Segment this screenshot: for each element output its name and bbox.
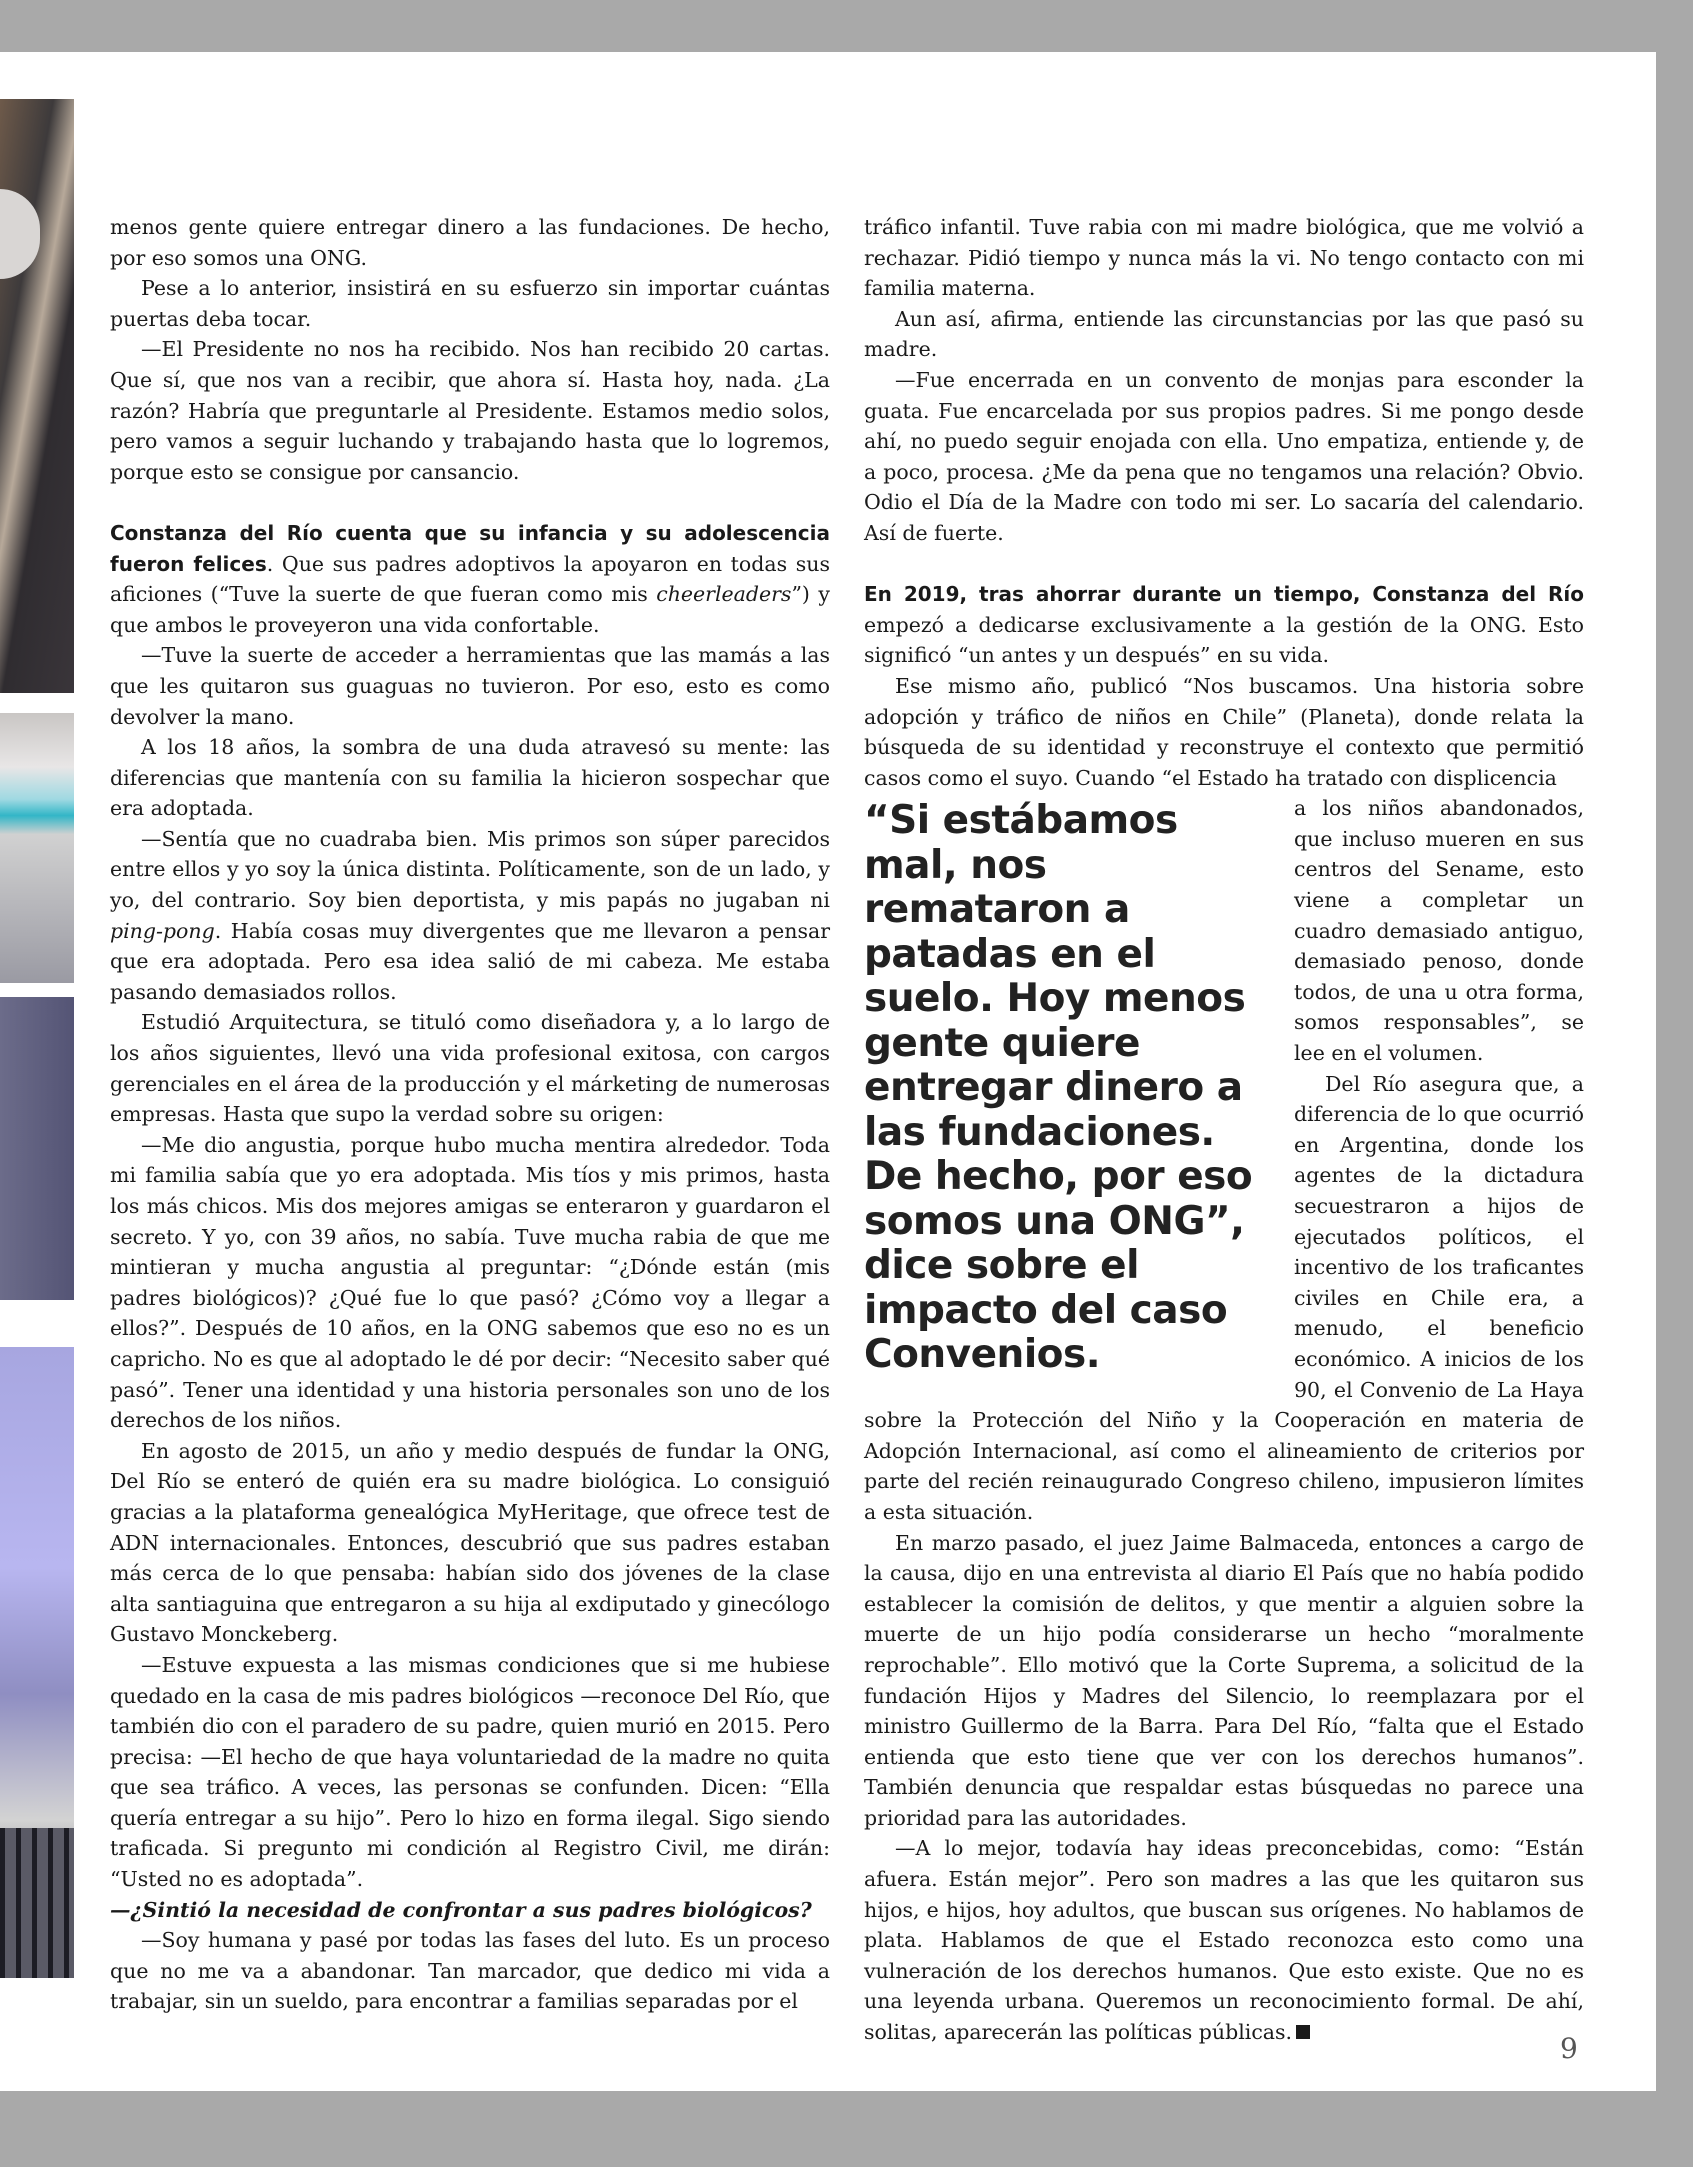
paragraph: —A lo mejor, todavía hay ideas preconcebidas, como: “Están afuera. Están mejor”. Pero son madres a las que les quitaron sus hijos, e hijos, hoy adultos, que buscan sus orígenes. No hablamos de plata. Hablamos de que el Estado reconozca esto como una vulneración de los derechos humanos. Que esto existe. Que no es una leyenda urbana. Queremos un reconocimiento formal. De ahí, solitas, aparecerán las políticas públicas. — [864, 1836, 1584, 2045]
left-column — [110, 212, 830, 2017]
paragraph-section-lead: Constanza del Río cuenta que su infancia y su adolescencia fueron felices. Que sus padres adoptivos la apoyaron en todas sus aficiones (“Tuve la suerte de que fueran como mis cheerleaders”) y que ambos le proveyeron una vida confortable. — [110, 520, 830, 637]
photo-strip-bottom — [0, 1347, 74, 1978]
paragraph: A los 18 años, la sombra de una duda atravesó su mente: las diferencias que mantenía con su familia la hicieron sospechar que era adoptada. — [110, 735, 830, 821]
paragraph: —Fue encerrada en un convento de monjas para esconder la guata. Fue encarcelada por sus propios padres. Si me pongo desde ahí, no puedo seguir enojada con ella. Uno empatiza, entiende y, de a poco, procesa. ¿Me da pena que no tengamos una relación? Obvio. Odio el Día de la Madre con todo mi ser. Lo sacaría del calendario. Así de fuerte. — [864, 367, 1584, 545]
end-mark-icon — [1296, 2025, 1310, 2039]
paragraph: —Soy humana y pasé por todas las fases del luto. Es un proceso que no me va a abandonar. Tan marcador, que dedico mi vida a trabajar, sin un sueldo, para encontrar a familias separadas por el — [110, 1928, 830, 2014]
paragraph: Estudió Arquitectura, se tituló como diseñadora y, a lo largo de los años siguientes, llevó una vida profesional exitosa, con cargos gerenciales en el área de la producción y el márketing de numerosas empresas. Hasta que supo la verdad sobre su origen: — [110, 1010, 830, 1127]
paragraph-section-lead: En 2019, tras ahorrar durante un tiempo, Constanza del Río empezó a dedicarse exclusivamente a la gestión de la ONG. Esto significó “un antes y un después” en su vida. — [864, 582, 1584, 668]
photo-strip-top — [0, 99, 74, 693]
interview-question: —¿Sintió la necesidad de confrontar a sus padres biológicos? — [110, 1897, 812, 1922]
paragraph: —El Presidente no nos ha recibido. Nos han recibido 20 cartas. Que sí, que nos van a recibir, que ahora sí. Hasta hoy, nada. ¿La razón? Habría que preguntarle al Presidente. Estamos medio solos, pero vamos a seguir luchando y trabajando hasta que lo logremos, porque esto se consigue por cansancio. — [110, 337, 830, 484]
paragraph: menos gente quiere entregar dinero a las fundaciones. De hecho, por eso somos una ONG. — [110, 215, 830, 270]
paragraph: Aun así, afirma, entiende las circunstancias por las que pasó su madre. — [864, 306, 1584, 362]
paragraph: Del Río asegura que, a diferencia de lo que ocurrió en Argentina, donde los agentes de la dictadura secuestraron a hijos de ejecutados políticos, el incentivo de los traficantes civiles en Chile era, a menudo, el beneficio económico. A inicios de los 90, el Convenio de La Haya sobre la Protección del Niño y la Cooperación en materia de Adopción Internacional, así como el alineamiento de criterios por parte del recién reinaugurado Congreso chileno, impusieron límites a esta situación. — [864, 1071, 1584, 1524]
right-column — [864, 212, 1584, 2048]
paragraph: Ese mismo año, publicó “Nos buscamos. Una historia sobre adopción y tráfico de niños en Chile” (Planeta), donde relata la búsqueda de su identidad y reconstruye el contexto que permitió casos como el suyo. Cuando “el Estado ha tratado con displicencia — [864, 673, 1584, 790]
section-lead-in: Constanza del Río cuenta que su infancia y su adolescencia fueron felices — [110, 520, 830, 576]
paragraph: tráfico infantil. Tuve rabia con mi madre biológica, que me volvió a rechazar. Pidió tiempo y nunca más la vi. No tengo contacto con mi familia materna. — [864, 215, 1584, 301]
paragraph: —Estuve expuesta a las mismas condiciones que si me hubiese quedado en la casa de mis padres biológicos —reconoce Del Río, que también dio con el paradero de su padre, quien murió en 2015. Pero precisa: —El hecho de que haya voluntariedad de la madre no quita que sea tráfico. A veces, las personas se confunden. Dicen: “Ella quería entregar a su hijo”. Pero lo hizo en forma ilegal. Sigo siendo traficada. Si pregunto mi condición al Registro Civil, me dirán: “Usted no es adoptada”. — [110, 1652, 830, 1892]
paragraph: —Tuve la suerte de acceder a herramientas que las mamás a las que les quitaron sus guaguas no tuvieron. Por eso, esto es como devolver la mano. — [110, 643, 830, 729]
pull-quote-box — [864, 799, 1274, 1378]
photo-strip-pool — [0, 713, 74, 983]
paragraph: En marzo pasado, el juez Jaime Balmaceda, entonces a cargo de la causa, dijo en una entrevista al diario El País que no había podido establecer la comisión de delitos, y que mentir a alguien sobre la muerte de un hijo podía considerarse un hecho “moralmente reprochable”. Ello motivó que la Corte Suprema, a solicitud de la fundación Hijos y Madres del Silencio, lo reemplazara por el ministro Guillermo de la Barra. Para Del Río, “falta que el Estado entienda que esto tiene que ver con los derechos humanos”. También denuncia que respaldar estas búsquedas no parece una prioridad para las autoridades. — [864, 1530, 1584, 1830]
paragraph: —Sentía que no cuadraba bien. Mis primos son súper parecidos entre ellos y yo soy la única distinta. Políticamente, son de un lado, y yo, del contrario. Soy bien deportista, y mis papás no jugaban ni ping-pong. Había cosas muy divergentes que me llevaron a pensar que era adoptada. Pero esa idea salió de mi cabeza. Me estaba pasando demasiados rollos. — [110, 826, 830, 1004]
paragraph: Pese a lo anterior, insistirá en su esfuerzo sin importar cuántas puertas deba tocar. — [110, 276, 830, 331]
paragraph: a los niños abandonados, que incluso mueren en sus centros del Sename, esto viene a completar un cuadro demasiado antiguo, demasiado penoso, donde todos, de una u otra forma, somos responsables”, se lee en el volumen. — [1294, 796, 1584, 1066]
page-number: 9 — [1560, 2032, 1578, 2065]
section-lead-in: En 2019, tras ahorrar durante un tiempo, Constanza del Río — [864, 582, 1584, 607]
paragraph: En agosto de 2015, un año y medio después de fundar la ONG, Del Río se enteró de quién era su madre biológica. Lo consiguió gracias a la plataforma genealógica MyHeritage, que ofrece test de ADN internacionales. Entonces, descubrió que sus padres estaban más cerca de lo que pensaba: habían sido dos jóvenes de la clase alta santiaguina que entregaron a su hija al exdiputado y ginecólogo Gustavo Monckeberg. — [110, 1438, 830, 1647]
magazine-page — [0, 52, 1656, 2091]
photo-strip-middle — [0, 997, 74, 1300]
paragraph: —Me dio angustia, porque hubo mucha mentira alrededor. Toda mi familia sabía que yo era adoptada. Mis tíos y mis primos, hasta los más chicos. Mis dos mejores amigas se enteraron y guardaron el secreto. Y yo, con 39 años, no sabía. Tuve mucha rabia de que me mintieran y mucha angustia al preguntar: “¿Dónde están (mis padres biológicos)? ¿Qué fue lo que pasó? ¿Cómo voy a llegar a ellos?”. Después de 10 años, en la ONG sabemos que eso no es un capricho. No es que al adoptado le dé por decir: “Necesito saber qué pasó”. Tener una identidad y una historia personales son uno de los derechos de los niños. — [110, 1132, 830, 1433]
pull-quote: “Si estábamos mal, nos remataron a patadas en el suelo. Hoy menos gente quiere entregar dinero a las fundaciones. De hecho, por eso somos una ONG”, dice sobre el impacto del caso Convenios. — [864, 798, 1253, 1378]
